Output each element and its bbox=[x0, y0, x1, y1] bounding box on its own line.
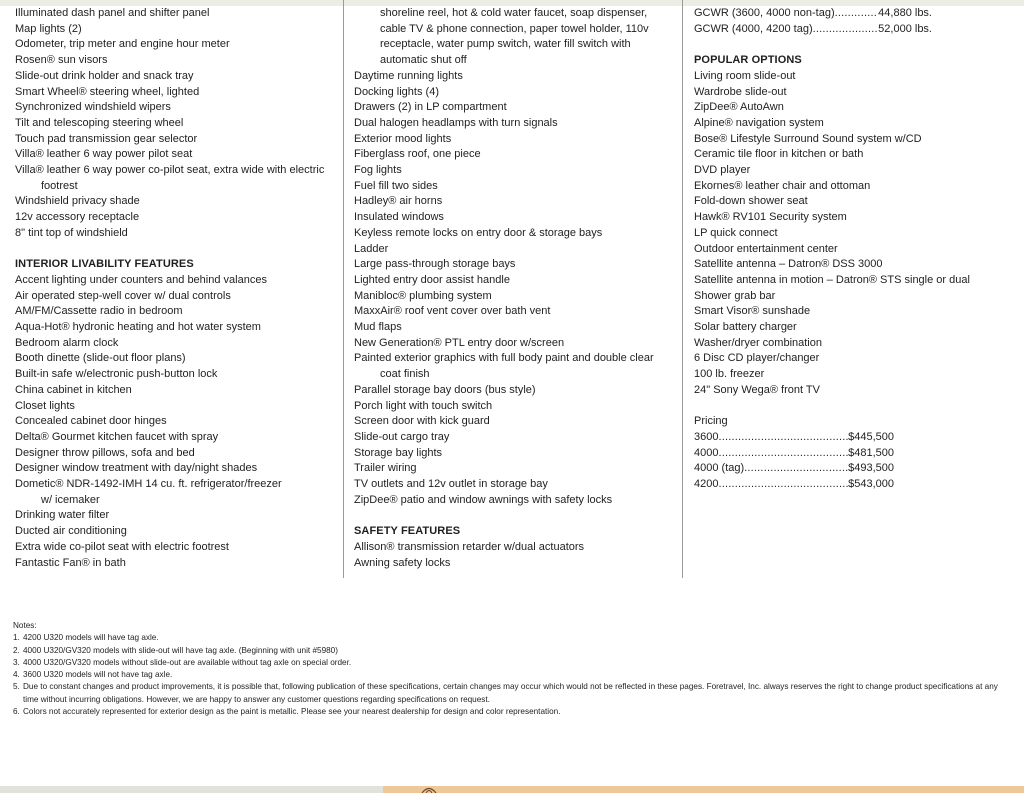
interior-item: Concealed cabinet door hinges bbox=[15, 415, 167, 428]
feature-item: Illuminated dash panel and shifter panel bbox=[15, 7, 210, 19]
feature-item: Storage bay lights bbox=[354, 446, 443, 459]
note-text: Due to constant changes and product improvements, it is possible that, following publication of these specifications, certain changes may occur which would not be reflected in these pages. Foretravel, Inc. always reserves the right to change product specifications at any time without incurring obligations. However, we are happy to answer any customer questions regarding specifications on request. bbox=[23, 682, 998, 704]
feature-item: Ladder bbox=[354, 242, 389, 255]
feature-item: 12v accessory receptacle bbox=[15, 211, 140, 224]
interior-item-continuation: w/ icemaker bbox=[41, 493, 100, 506]
leader-dots bbox=[835, 6, 879, 22]
feature-item: 8" tint top of windshield bbox=[15, 226, 128, 239]
feature-item: Villa® leather 6 way power co-pilot seat, extra wide with electric bbox=[15, 164, 325, 177]
interior-item: Designer window treatment with day/night shades bbox=[15, 462, 258, 475]
option-item: DVD player bbox=[694, 164, 751, 177]
option-item: 100 lb. freezer bbox=[694, 368, 765, 381]
pricing-row bbox=[694, 477, 894, 493]
note-number: 3. bbox=[13, 657, 20, 667]
notes-section bbox=[13, 620, 1013, 718]
feature-item: Fog lights bbox=[354, 164, 402, 177]
interior-item: Drinking water filter bbox=[15, 509, 110, 522]
gcwr-value: 52,000 lbs. bbox=[878, 22, 932, 35]
pricing-value: $493,500 bbox=[848, 462, 894, 475]
feature-item: Daytime running lights bbox=[354, 69, 463, 82]
option-item: Washer/dryer combination bbox=[694, 336, 822, 349]
option-item: Ekornes® leather chair and ottoman bbox=[694, 179, 871, 192]
option-item: Satellite antenna in motion – Datron® STS single or dual bbox=[694, 273, 970, 286]
feature-item: Porch light with touch switch bbox=[354, 399, 493, 412]
feature-item: Slide-out drink holder and snack tray bbox=[15, 69, 194, 82]
interior-item: Booth dinette (slide-out floor plans) bbox=[15, 352, 186, 365]
feature-item: Parallel storage bay doors (bus style) bbox=[354, 383, 536, 396]
feature-item: Dual halogen headlamps with turn signals bbox=[354, 116, 558, 129]
feature-item: Large pass-through storage bays bbox=[354, 258, 516, 271]
feature-item: Trailer wiring bbox=[354, 462, 417, 475]
leader-dots bbox=[718, 477, 848, 493]
option-item: Satellite antenna – Datron® DSS 3000 bbox=[694, 258, 883, 271]
note-number: 2. bbox=[13, 645, 20, 655]
option-item: ZipDee® AutoAwn bbox=[694, 101, 784, 114]
note-item bbox=[13, 681, 1013, 706]
feature-item: ZipDee® patio and window awnings with safety locks bbox=[354, 493, 613, 506]
feature-item: Keyless remote locks on entry door & storage bays bbox=[354, 226, 603, 239]
pricing-value: $543,000 bbox=[848, 478, 894, 491]
feature-item: Rosen® sun visors bbox=[15, 54, 108, 67]
feature-item: TV outlets and 12v outlet in storage bay bbox=[354, 478, 548, 491]
feature-item: Painted exterior graphics with full body paint and double clear bbox=[354, 352, 654, 365]
note-item bbox=[13, 645, 1013, 657]
column-3 bbox=[694, 6, 1012, 493]
feature-item: Windshield privacy shade bbox=[15, 195, 140, 208]
option-item: 24" Sony Wega® front TV bbox=[694, 383, 820, 396]
gcwr-row bbox=[694, 6, 932, 22]
feature-item: Insulated windows bbox=[354, 211, 444, 224]
note-number: 5. bbox=[13, 682, 20, 692]
pricing-model: 4000 (tag) bbox=[694, 462, 745, 475]
interior-item: Fantastic Fan® in bath bbox=[15, 556, 126, 569]
feature-item-continuation: automatic shut off bbox=[380, 54, 467, 67]
interior-item: Delta® Gourmet kitchen faucet with spray bbox=[15, 430, 219, 443]
note-text: Colors not accurately represented for exterior design as the paint is metallic. Please see your nearest dealership for design and color representation. bbox=[23, 707, 561, 717]
interior-item: Dometic® NDR-1492-IMH 14 cu. ft. refrigerator/freezer bbox=[15, 478, 282, 491]
column-1 bbox=[15, 6, 333, 571]
safety-item: Allison® transmission retarder w/dual actuators bbox=[354, 540, 585, 553]
feature-item: Fiberglass roof, one piece bbox=[354, 148, 481, 161]
interior-item: Aqua-Hot® hydronic heating and hot water system bbox=[15, 321, 261, 334]
pricing-heading: Pricing bbox=[694, 415, 728, 428]
feature-item: Odometer, trip meter and engine hour meter bbox=[15, 38, 230, 51]
interior-item: Built-in safe w/electronic push-button lock bbox=[15, 368, 218, 381]
feature-item: New Generation® PTL entry door w/screen bbox=[354, 336, 565, 349]
bottom-orange-band bbox=[383, 786, 1024, 793]
pricing-model: 3600 bbox=[694, 430, 719, 443]
feature-item-continuation: cable TV & phone connection, paper towel holder, 110v bbox=[380, 22, 649, 35]
column-divider-1 bbox=[343, 0, 344, 578]
feature-item: Fuel fill two sides bbox=[354, 179, 438, 192]
option-item: Hawk® RV101 Security system bbox=[694, 211, 847, 224]
feature-item: Mud flaps bbox=[354, 321, 402, 334]
pricing-row bbox=[694, 446, 894, 462]
note-number: 6. bbox=[13, 707, 20, 717]
feature-item: Slide-out cargo tray bbox=[354, 430, 450, 443]
feature-item: Synchronized windshield wipers bbox=[15, 101, 171, 114]
interior-item: China cabinet in kitchen bbox=[15, 383, 132, 396]
option-item: Fold-down shower seat bbox=[694, 195, 808, 208]
safety-features-heading: SAFETY FEATURES bbox=[354, 525, 461, 538]
note-number: 1. bbox=[13, 633, 20, 643]
pricing-row bbox=[694, 461, 894, 477]
feature-item-continuation: footrest bbox=[41, 179, 78, 192]
gcwr-row bbox=[694, 22, 932, 38]
option-item: Outdoor entertainment center bbox=[694, 242, 838, 255]
feature-item-continuation: shoreline reel, hot & cold water faucet, soap dispenser, bbox=[380, 7, 648, 19]
column-divider-2 bbox=[682, 0, 683, 578]
option-item: Solar battery charger bbox=[694, 321, 797, 334]
note-item bbox=[13, 632, 1013, 644]
interior-item: Designer throw pillows, sofa and bed bbox=[15, 446, 195, 459]
interior-item: Bedroom alarm clock bbox=[15, 336, 119, 349]
gcwr-label: GCWR (4000, 4200 tag) bbox=[694, 22, 813, 35]
interior-item: AM/FM/Cassette radio in bedroom bbox=[15, 305, 183, 318]
feature-item: Exterior mood lights bbox=[354, 132, 452, 145]
leader-dots bbox=[744, 461, 848, 477]
note-item bbox=[13, 706, 1013, 718]
gcwr-value: 44,880 lbs. bbox=[878, 7, 932, 19]
feature-item: Smart Wheel® steering wheel, lighted bbox=[15, 85, 200, 98]
leader-dots bbox=[813, 22, 879, 38]
interior-item: Closet lights bbox=[15, 399, 75, 412]
option-item: 6 Disc CD player/changer bbox=[694, 352, 820, 365]
pricing-row bbox=[694, 430, 894, 446]
pricing-model: 4200 bbox=[694, 478, 719, 491]
interior-item: Air operated step-well cover w/ dual controls bbox=[15, 289, 231, 302]
gcwr-label: GCWR (3600, 4000 non-tag) bbox=[694, 7, 835, 19]
pricing-model: 4000 bbox=[694, 446, 719, 459]
feature-item: Tilt and telescoping steering wheel bbox=[15, 116, 184, 129]
interior-features-heading: INTERIOR LIVABILITY FEATURES bbox=[15, 258, 194, 271]
option-item: LP quick connect bbox=[694, 226, 778, 239]
emblem-partial-icon bbox=[420, 786, 438, 793]
feature-item: Map lights (2) bbox=[15, 22, 82, 35]
popular-options-heading: POPULAR OPTIONS bbox=[694, 54, 802, 67]
feature-item: Manibloc® plumbing system bbox=[354, 289, 492, 302]
note-text: 4000 U320/GV320 models with slide-out will have tag axle. (Beginning with unit #5980) bbox=[23, 645, 338, 655]
safety-item: Awning safety locks bbox=[354, 556, 451, 569]
feature-item: Drawers (2) in LP compartment bbox=[354, 101, 507, 114]
note-text: 3600 U320 models will not have tag axle. bbox=[23, 670, 173, 680]
feature-item-continuation: coat finish bbox=[380, 368, 430, 381]
feature-item-continuation: receptacle, water pump switch, water fill switch with bbox=[380, 38, 631, 51]
feature-item: Docking lights (4) bbox=[354, 85, 439, 98]
notes-heading: Notes: bbox=[13, 621, 37, 630]
note-text: 4000 U320/GV320 models without slide-out are available without tag axle on special order. bbox=[23, 657, 352, 667]
feature-item: Touch pad transmission gear selector bbox=[15, 132, 198, 145]
option-item: Ceramic tile floor in kitchen or bath bbox=[694, 148, 864, 161]
feature-item: Lighted entry door assist handle bbox=[354, 273, 510, 286]
option-item: Alpine® navigation system bbox=[694, 116, 824, 129]
column-2 bbox=[354, 6, 672, 571]
option-item: Smart Visor® sunshade bbox=[694, 305, 811, 318]
feature-item: Hadley® air horns bbox=[354, 195, 443, 208]
interior-item: Ducted air conditioning bbox=[15, 525, 127, 538]
option-item: Bose® Lifestyle Surround Sound system w/CD bbox=[694, 132, 922, 145]
note-number: 4. bbox=[13, 670, 20, 680]
leader-dots bbox=[718, 430, 848, 446]
interior-item: Extra wide co-pilot seat with electric footrest bbox=[15, 540, 229, 553]
note-item bbox=[13, 657, 1013, 669]
pricing-value: $481,500 bbox=[848, 446, 894, 459]
feature-item: Screen door with kick guard bbox=[354, 415, 490, 428]
interior-item: Accent lighting under counters and behind valances bbox=[15, 273, 267, 286]
note-text: 4200 U320 models will have tag axle. bbox=[23, 633, 159, 643]
note-item bbox=[13, 669, 1013, 681]
feature-item: MaxxAir® roof vent cover over bath vent bbox=[354, 305, 551, 318]
feature-item: Villa® leather 6 way power pilot seat bbox=[15, 148, 193, 161]
option-item: Wardrobe slide-out bbox=[694, 85, 787, 98]
option-item: Shower grab bar bbox=[694, 289, 776, 302]
pricing-value: $445,500 bbox=[848, 430, 894, 443]
option-item: Living room slide-out bbox=[694, 69, 796, 82]
leader-dots bbox=[718, 446, 848, 462]
